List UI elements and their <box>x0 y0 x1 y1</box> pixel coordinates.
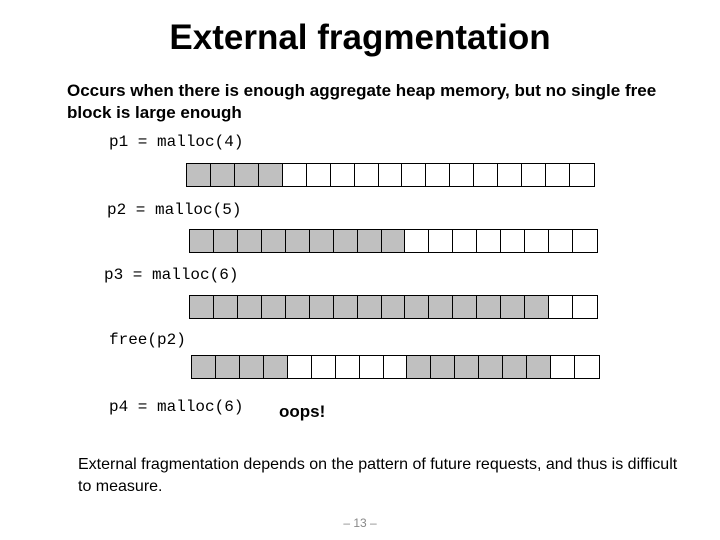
heap-word-allocated <box>262 296 286 318</box>
heap-word-free <box>450 164 474 186</box>
heap-word-free <box>573 230 597 252</box>
heap-bar-after-free <box>191 355 600 379</box>
heap-word-allocated <box>238 230 262 252</box>
code-line-free-p2: free(p2) <box>109 331 186 349</box>
heap-word-allocated <box>262 230 286 252</box>
page-number: – 13 – <box>343 516 377 530</box>
heap-word-free <box>477 230 501 252</box>
heap-word-allocated <box>264 356 288 378</box>
heap-word-free <box>288 356 312 378</box>
heap-word-free <box>546 164 570 186</box>
heap-word-free <box>360 356 384 378</box>
heap-word-free <box>551 356 575 378</box>
heap-word-allocated <box>240 356 264 378</box>
heap-word-allocated <box>259 164 283 186</box>
heap-word-allocated <box>477 296 501 318</box>
heap-word-free <box>549 296 573 318</box>
heap-word-allocated <box>453 296 477 318</box>
heap-word-allocated <box>214 296 238 318</box>
heap-word-free <box>331 164 355 186</box>
heap-word-free <box>379 164 403 186</box>
footnote-text: External fragmentation depends on the pattern of future requests, and thus is difficult to measure. <box>78 456 678 495</box>
heap-bar-after-p3 <box>189 295 598 319</box>
oops-label: oops! <box>279 402 326 421</box>
heap-word-free <box>570 164 594 186</box>
heap-word-free <box>453 230 477 252</box>
heap-word-allocated <box>211 164 235 186</box>
heap-word-free <box>402 164 426 186</box>
heap-word-free <box>426 164 450 186</box>
slide-title: External fragmentation <box>169 18 551 57</box>
heap-word-allocated <box>334 296 358 318</box>
heap-word-free <box>549 230 573 252</box>
code-line-p1-malloc: p1 = malloc(4) <box>109 133 244 151</box>
heap-word-allocated <box>334 230 358 252</box>
heap-word-allocated <box>429 296 453 318</box>
heap-word-free <box>498 164 522 186</box>
heap-word-free <box>336 356 360 378</box>
heap-word-allocated <box>525 296 549 318</box>
heap-word-free <box>501 230 525 252</box>
heap-word-allocated <box>382 296 406 318</box>
heap-word-allocated <box>405 296 429 318</box>
heap-word-allocated <box>238 296 262 318</box>
heap-word-allocated <box>358 296 382 318</box>
heap-word-allocated <box>235 164 259 186</box>
slide-subtitle: Occurs when there is enough aggregate heap memory, but no single free block is large enough <box>67 81 657 122</box>
code-line-p4-malloc: p4 = malloc(6) <box>109 398 244 416</box>
heap-word-free <box>307 164 331 186</box>
heap-word-allocated <box>455 356 479 378</box>
heap-word-allocated <box>527 356 551 378</box>
heap-word-free <box>405 230 429 252</box>
heap-word-allocated <box>286 230 310 252</box>
heap-word-allocated <box>501 296 525 318</box>
code-line-p2-malloc: p2 = malloc(5) <box>107 201 242 219</box>
heap-word-allocated <box>310 230 334 252</box>
heap-word-free <box>522 164 546 186</box>
heap-word-allocated <box>190 296 214 318</box>
heap-word-allocated <box>407 356 431 378</box>
heap-word-free <box>429 230 453 252</box>
heap-word-allocated <box>286 296 310 318</box>
heap-word-allocated <box>479 356 503 378</box>
heap-word-free <box>283 164 307 186</box>
heap-word-allocated <box>310 296 334 318</box>
heap-word-free <box>384 356 408 378</box>
heap-word-free <box>355 164 379 186</box>
heap-word-allocated <box>358 230 382 252</box>
heap-word-allocated <box>382 230 406 252</box>
heap-word-allocated <box>503 356 527 378</box>
heap-word-allocated <box>190 230 214 252</box>
heap-bar-after-p2 <box>189 229 598 253</box>
heap-word-allocated <box>192 356 216 378</box>
heap-word-allocated <box>214 230 238 252</box>
heap-word-free <box>312 356 336 378</box>
heap-word-allocated <box>216 356 240 378</box>
heap-word-free <box>525 230 549 252</box>
heap-word-free <box>573 296 597 318</box>
code-line-p3-malloc: p3 = malloc(6) <box>104 266 239 284</box>
heap-word-free <box>474 164 498 186</box>
heap-bar-after-p1 <box>186 163 595 187</box>
heap-word-allocated <box>431 356 455 378</box>
heap-word-free <box>575 356 599 378</box>
heap-word-allocated <box>187 164 211 186</box>
